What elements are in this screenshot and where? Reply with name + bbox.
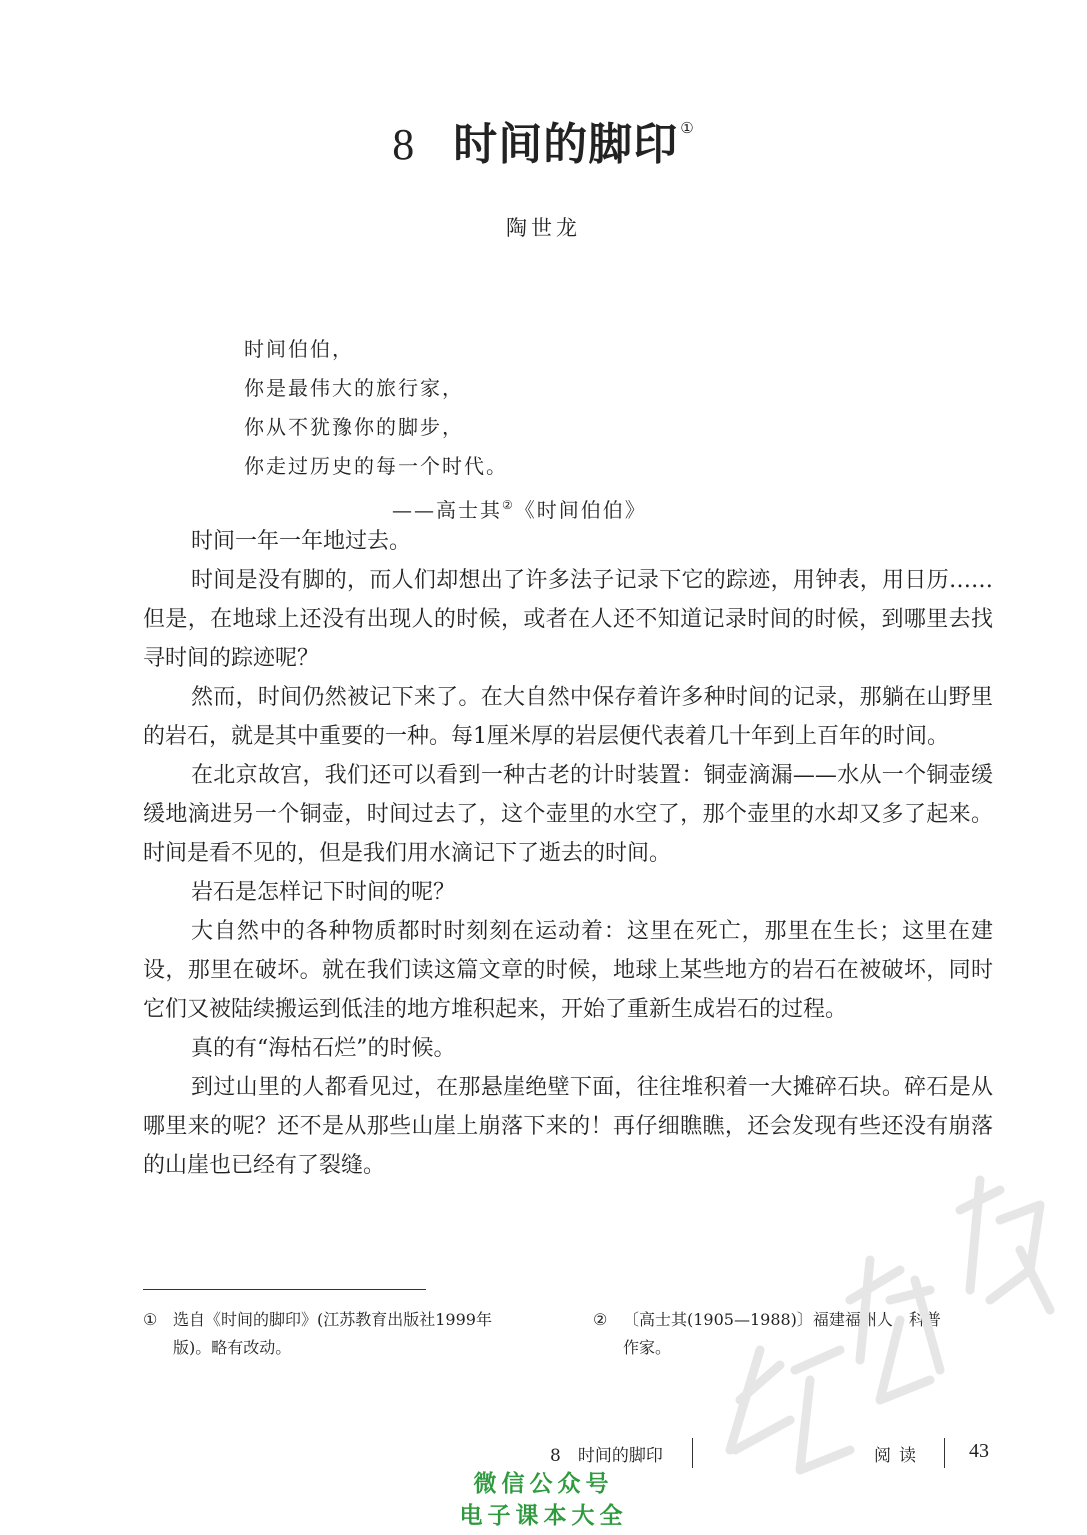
paragraph: 到过山里的人都看见过，在那悬崖绝壁下面，往往堆积着一大摊碎石块。碎石是从哪里来的呢？还不是从那些山崖上崩落下来的！再仔细瞧瞧，还会发现有些还没有崩落的山崖也已经有了裂缝。 bbox=[143, 1075, 993, 1178]
footer-chapter: 8 时间的脚印 bbox=[550, 1446, 663, 1466]
footnote-text-cont: 作家。 bbox=[623, 1338, 672, 1357]
paragraph: 时间一年一年地过去。 bbox=[191, 529, 412, 554]
paragraph: 真的有“海枯石烂”的时候。 bbox=[191, 1036, 456, 1061]
footnote-mark: ① bbox=[143, 1310, 158, 1329]
footnote-text-cont: 版)。略有改动。 bbox=[173, 1338, 292, 1357]
wechat-stamp bbox=[0, 1468, 1087, 1532]
footnote-1 bbox=[143, 1306, 553, 1362]
footer-divider bbox=[692, 1438, 693, 1468]
paragraph: 大自然中的各种物质都时时刻刻在运动着：这里在死亡，那里在生长；这里在建设，那里在破坏。就在我们读这篇文章的时候，地球上某些地方的岩石在被破坏，同时它们又被陆续搬运到低洼的地方堆积起来，开始了重新生成岩石的过程。 bbox=[143, 919, 993, 1022]
paragraph: 岩石是怎样记下时间的呢？ bbox=[191, 880, 456, 905]
poem-line: 时间伯伯， bbox=[244, 337, 354, 361]
epigraph-poem bbox=[244, 330, 647, 530]
poem-line: 你是最伟大的旅行家， bbox=[244, 376, 464, 400]
attribution-author: ——高士其 bbox=[392, 498, 502, 522]
wechat-line2: 电子课本大全 bbox=[459, 1502, 628, 1529]
attribution-work: 《时间伯伯》 bbox=[514, 498, 647, 522]
footnote-mark: ② bbox=[593, 1310, 608, 1329]
footer-section: 阅读 bbox=[874, 1446, 924, 1466]
paragraph: 然而，时间仍然被记下来了。在大自然中保存着许多种时间的记录，那躺在山野里的岩石，就是其中重要的一种。每1厘米厚的岩层便代表着几十年到上百年的时间。 bbox=[143, 685, 993, 749]
footnote-divider bbox=[143, 1289, 426, 1290]
attribution-footnote-mark[interactable]: ② bbox=[502, 498, 515, 512]
page-number: 43 bbox=[969, 1440, 989, 1462]
publisher-watermark bbox=[700, 1150, 1080, 1510]
poem-line: 你走过历史的每一个时代。 bbox=[244, 454, 508, 478]
title-footnote-mark[interactable]: ① bbox=[680, 119, 695, 137]
lesson-number: 8 bbox=[392, 120, 416, 169]
footnote-text: 〔高士其(1905—1988)〕福建福州人，科普 bbox=[623, 1310, 941, 1329]
poem-line: 你从不犹豫你的脚步， bbox=[244, 415, 464, 439]
article-body bbox=[143, 522, 993, 1185]
paragraph: 在北京故宫，我们还可以看到一种古老的计时装置：铜壶滴漏——水从一个铜壶缓缓地滴进另一个铜壶，时间过去了，这个壶里的水空了，那个壶里的水却又多了起来。时间是看不见的，但是我们用水滴记下了逝去的时间。 bbox=[143, 763, 993, 866]
paragraph: 时间是没有脚的，而人们却想出了许多法子记录下它的踪迹，用钟表，用日历……但是，在地球上还没有出现人的时候，或者在人还不知道记录时间的时候，到哪里去找寻时间的踪迹呢？ bbox=[143, 568, 993, 671]
footnote-text: 选自《时间的脚印》(江苏教育出版社1999年 bbox=[173, 1310, 492, 1329]
lesson-title-text: 时间的脚印 bbox=[453, 119, 679, 170]
wechat-line1: 微信公众号 bbox=[473, 1470, 614, 1497]
lesson-title bbox=[0, 108, 1087, 172]
author-name: 陶世龙 bbox=[506, 216, 581, 240]
